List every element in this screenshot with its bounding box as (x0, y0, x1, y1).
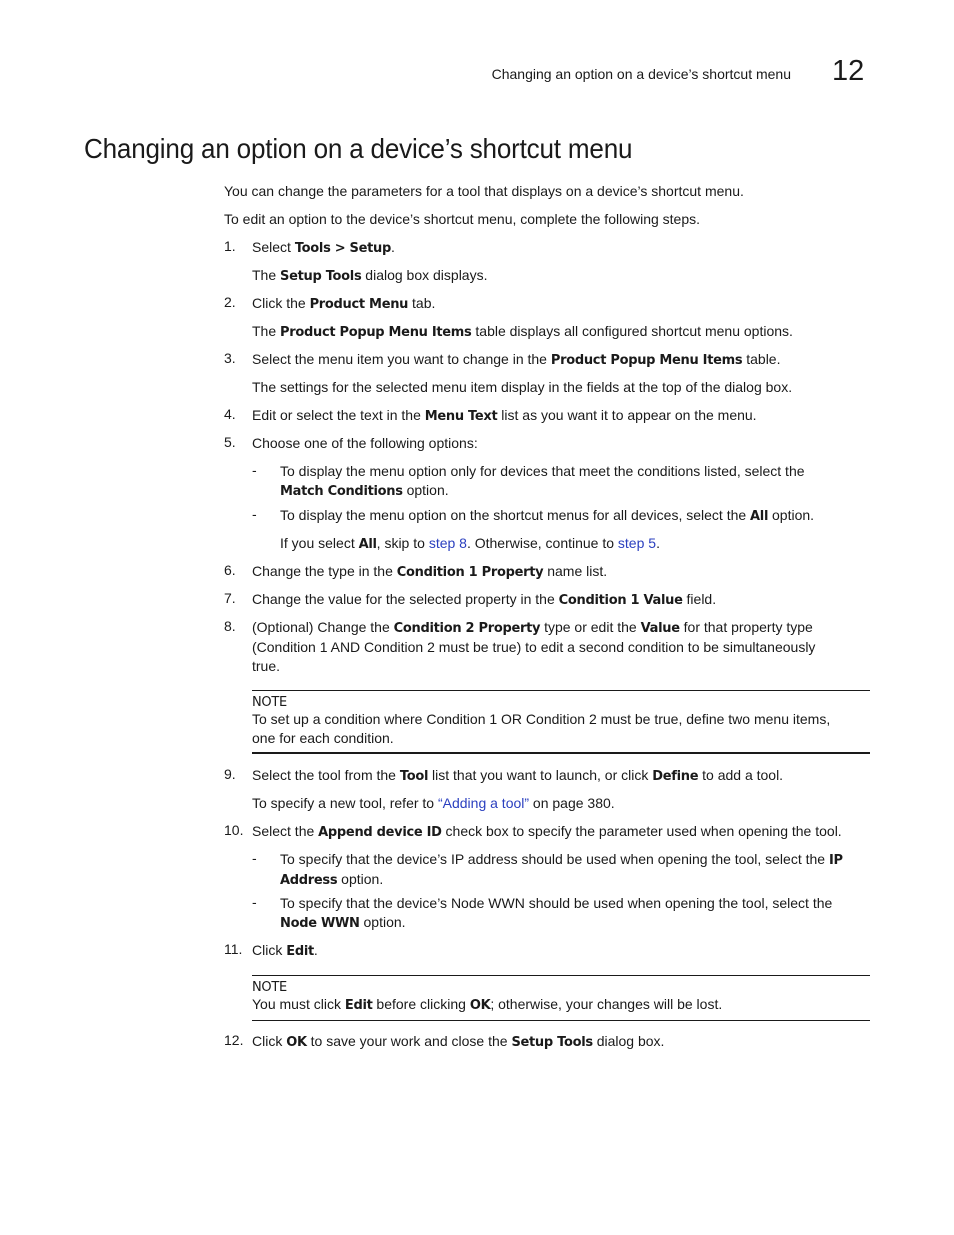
step-6-text: Change the type in the Condition 1 Property name list. (252, 563, 608, 580)
step-8-link[interactable]: step 8 (428, 535, 467, 551)
step-number: 6. (224, 562, 236, 578)
intro-paragraph-2: To edit an option to the device’s shortcut menu, complete the following steps. (224, 211, 701, 227)
chapter-number: 12 (832, 55, 865, 87)
bullet-dash: - (252, 506, 257, 522)
step-number: 3. (224, 350, 236, 366)
note-top-rule (252, 690, 870, 691)
note-1-text: To set up a condition where Condition 1 OR Condition 2 must be true, define two menu items, one for each condition. (252, 711, 831, 746)
step-10-option-2: To specify that the device’s Node WWN should be used when opening the tool, select the Node WWN option. (280, 895, 833, 931)
adding-a-tool-link[interactable]: “Adding a tool” (437, 795, 530, 811)
step-8-text: (Optional) Change the Condition 2 Property type or edit the Value for that property type (Condition 1 AND Condition 2 must be true) to edit a second condition to be simultaneously true. (252, 619, 816, 674)
step-number: 4. (224, 406, 236, 422)
step-5-note: If you select All, skip to step 8. Otherwise, continue to step 5. (280, 535, 660, 552)
step-1-result: The Setup Tools dialog box displays. (252, 267, 488, 284)
step-3-result: The settings for the selected menu item display in the fields at the top of the dialog box. (252, 379, 793, 395)
step-9-text: Select the tool from the Tool list that you want to launch, or click Define to add a tool. (252, 767, 784, 784)
step-4-text: Edit or select the text in the Menu Text list as you want it to appear on the menu. (252, 407, 757, 424)
step-number: 7. (224, 590, 236, 606)
bullet-dash: - (252, 894, 257, 910)
step-number: 2. (224, 294, 236, 310)
step-7-text: Change the value for the selected property in the Condition 1 Value field. (252, 591, 717, 608)
step-number: 12. (224, 1032, 244, 1048)
step-number: 10. (224, 822, 244, 838)
step-11-text: Click Edit. (252, 942, 318, 959)
bullet-dash: - (252, 850, 257, 866)
step-number: 5. (224, 434, 236, 450)
step-number: 1. (224, 238, 236, 254)
step-9-reference: To specify a new tool, refer to “Adding a tool” on page 380. (252, 795, 615, 811)
note-label: NOTE (252, 980, 287, 995)
step-3-text: Select the menu item you want to change in the Product Popup Menu Items table. (252, 351, 781, 368)
step-5-option-2: To display the menu option on the shortcut menus for all devices, select the All option. (280, 507, 815, 524)
step-number: 8. (224, 618, 236, 634)
step-5-link[interactable]: step 5 (617, 535, 657, 551)
step-number: 9. (224, 766, 236, 782)
step-5-option-1: To display the menu option only for devices that meet the conditions listed, select the Match Conditions option. (280, 463, 805, 499)
step-2-result: The Product Popup Menu Items table displays all configured shortcut menu options. (252, 323, 793, 340)
step-10-option-1: To specify that the device’s IP address should be used when opening the tool, select the IP Address option. (280, 851, 843, 888)
step-number: 11. (224, 941, 243, 957)
step-1-text: Select Tools > Setup. (252, 239, 395, 256)
page-title: Changing an option on a device’s shortcut menu (84, 133, 633, 164)
note-2-text: You must click Edit before clicking OK; otherwise, your changes will be lost. (252, 996, 723, 1013)
note-top-rule (252, 975, 870, 976)
step-10-text: Select the Append device ID check box to specify the parameter used when opening the tool. (252, 823, 842, 840)
running-header-title: Changing an option on a device’s shortcut menu (491, 66, 791, 82)
note-bottom-rule (252, 1020, 870, 1021)
note-label: NOTE (252, 695, 287, 710)
step-2-text: Click the Product Menu tab. (252, 295, 436, 312)
step-12-text: Click OK to save your work and close the Setup Tools dialog box. (252, 1033, 665, 1050)
step-5-text: Choose one of the following options: (252, 435, 478, 451)
intro-paragraph-1: You can change the parameters for a tool that displays on a device’s shortcut menu. (224, 183, 744, 199)
note-bottom-rule (252, 752, 870, 754)
bullet-dash: - (252, 462, 257, 478)
